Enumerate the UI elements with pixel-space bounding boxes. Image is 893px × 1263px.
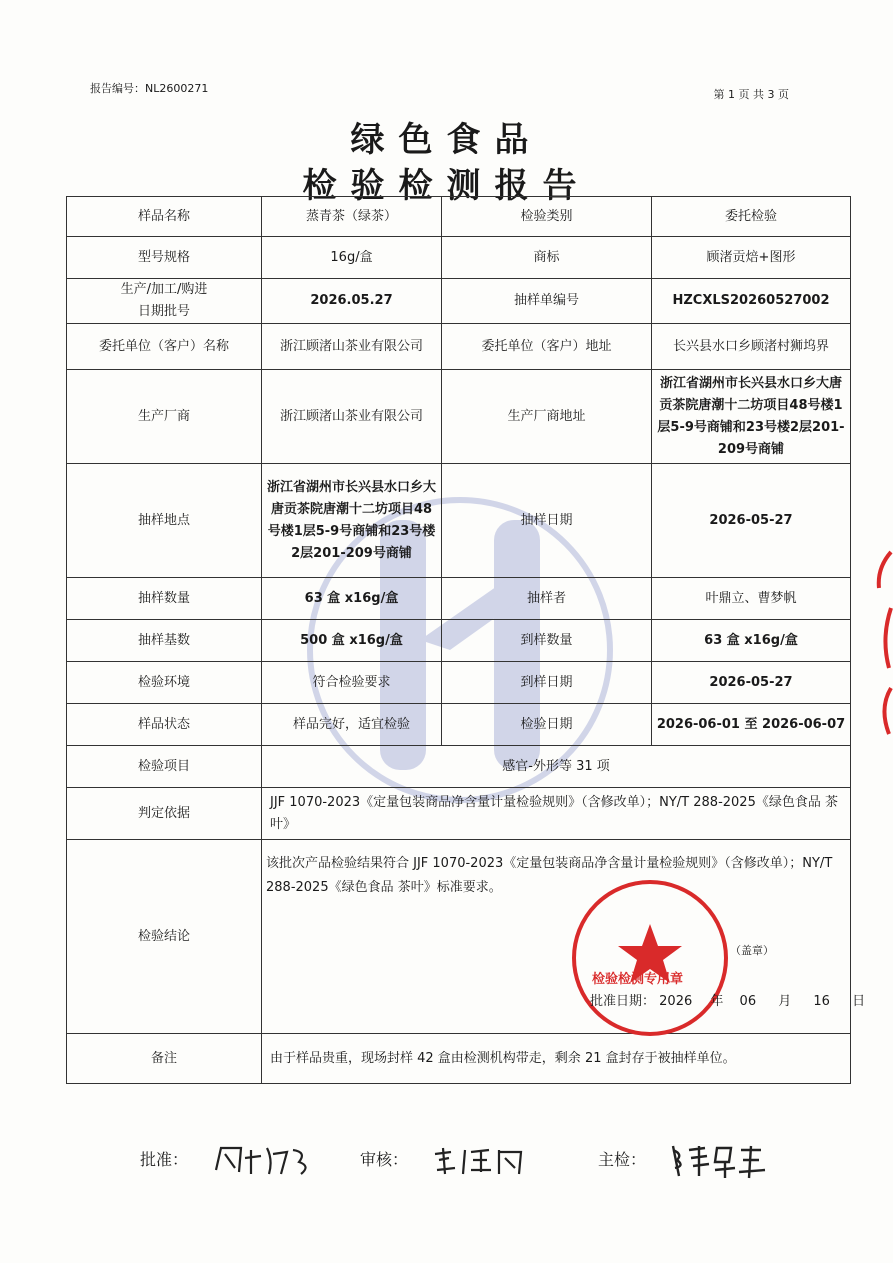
value-test-type: 委托检验	[652, 197, 851, 237]
signature-approve	[140, 1140, 321, 1180]
label-manufacturer-address: 生产厂商地址	[442, 370, 652, 464]
value-manufacturer: 浙江顾渚山茶业有限公司	[262, 370, 442, 464]
value-client-address: 长兴县水口乡顾渚村狮坞界	[652, 324, 851, 370]
handwritten-signature-review	[431, 1140, 531, 1180]
review-signature-label: 审核：	[360, 1149, 409, 1169]
table-row	[67, 197, 851, 237]
table-row	[67, 578, 851, 620]
label-sampling-place: 抽样地点	[67, 464, 262, 578]
table-row	[67, 237, 851, 279]
label-test-date: 检验日期	[442, 704, 652, 746]
label-sampler: 抽样者	[442, 578, 652, 620]
table-row	[67, 464, 851, 578]
signature-review	[360, 1140, 531, 1180]
label-environment: 检验环境	[67, 662, 262, 704]
approve-date	[590, 990, 865, 1009]
label-basis: 判定依据	[67, 788, 262, 840]
value-spec: 16g/盒	[262, 237, 442, 279]
edge-seal-fragment	[871, 548, 893, 738]
label-remarks: 备注	[67, 1034, 262, 1084]
label-conclusion: 检验结论	[67, 840, 262, 1034]
handwritten-signature-approve	[211, 1140, 321, 1180]
table-row	[67, 1034, 851, 1084]
approve-signature-label: 批准：	[140, 1149, 189, 1169]
approve-month: 06	[739, 994, 757, 1009]
value-arrival-qty: 63 盒 x16g/盒	[652, 620, 851, 662]
approve-year: 2026	[659, 994, 693, 1009]
signature-chief	[598, 1140, 769, 1180]
label-test-items: 检验项目	[67, 746, 262, 788]
page-info: 第 1 页 共 3 页	[713, 88, 789, 101]
table-row	[67, 370, 851, 464]
label-date-batch: 生产/加工/购进日期批号	[67, 279, 262, 324]
label-sample-state: 样品状态	[67, 704, 262, 746]
approve-date-label: 批准日期：	[590, 994, 656, 1009]
value-sampler: 叶鼎立、曹梦帆	[652, 578, 851, 620]
handwritten-signature-chief	[669, 1140, 769, 1180]
table-row	[67, 788, 851, 840]
title-line-1: 绿色食品	[350, 120, 543, 160]
official-seal	[572, 880, 728, 1036]
table-row	[67, 662, 851, 704]
value-remarks: 由于样品贵重，现场封样 42 盒由检测机构带走，剩余 21 盒封存于被抽样单位。	[262, 1034, 851, 1084]
value-sampling-date: 2026-05-27	[652, 464, 851, 578]
approve-day-unit: 日	[852, 994, 866, 1009]
value-date-batch: 2026.05.27	[262, 279, 442, 324]
label-client-name: 委托单位（客户）名称	[67, 324, 262, 370]
value-client-name: 浙江顾渚山茶业有限公司	[262, 324, 442, 370]
table-row	[67, 704, 851, 746]
label-arrival-date: 到样日期	[442, 662, 652, 704]
value-arrival-date: 2026-05-27	[652, 662, 851, 704]
value-sample-sheet-no: HZCXLS20260527002	[652, 279, 851, 324]
value-sample-qty: 63 盒 x16g/盒	[262, 578, 442, 620]
label-arrival-qty: 到样数量	[442, 620, 652, 662]
title-line-2: 检验检测报告	[302, 166, 591, 206]
conclusion-text: 该批次产品检验结果符合 JJF 1070-2023《定量包装商品净含量计量检验规则》（含修改单）；NY/T 288-2025《绿色食品 茶叶》标准要求。	[266, 856, 833, 895]
label-trademark: 商标	[442, 237, 652, 279]
value-sample-name: 蒸青茶（绿茶）	[262, 197, 442, 237]
table-row	[67, 279, 851, 324]
seal-star-icon	[576, 884, 724, 1032]
value-sampling-place: 浙江省湖州市长兴县水口乡大唐贡茶院唐潮十二坊项目48号楼1层5-9号商铺和23号楼2层201-209号商铺	[262, 464, 442, 578]
label-client-address: 委托单位（客户）地址	[442, 324, 652, 370]
label-manufacturer: 生产厂商	[67, 370, 262, 464]
table-row	[67, 620, 851, 662]
value-test-items: 感官-外形等 31 项	[262, 746, 851, 788]
report-number: 报告编号：NL2600271	[90, 82, 209, 95]
value-test-date: 2026-06-01 至 2026-06-07	[652, 704, 851, 746]
value-sample-state: 样品完好，适宜检验	[262, 704, 442, 746]
value-sample-base: 500 盒 x16g/盒	[262, 620, 442, 662]
label-test-type: 检验类别	[442, 197, 652, 237]
label-sample-base: 抽样基数	[67, 620, 262, 662]
label-spec: 型号规格	[67, 237, 262, 279]
value-trademark: 顾渚贡焙+图形	[652, 237, 851, 279]
table-row	[67, 746, 851, 788]
label-sampling-date: 抽样日期	[442, 464, 652, 578]
approve-month-unit: 月	[778, 994, 792, 1009]
value-manufacturer-address: 浙江省湖州市长兴县水口乡大唐贡茶院唐潮十二坊项目48号楼1层5-9号商铺和23号楼2层201-209号商铺	[652, 370, 851, 464]
approve-day: 16	[813, 994, 830, 1009]
table-row	[67, 324, 851, 370]
value-basis: JJF 1070-2023《定量包装商品净含量计量检验规则》（含修改单）；NY/T 288-2025《绿色食品 茶叶》	[262, 788, 851, 840]
label-sample-qty: 抽样数量	[67, 578, 262, 620]
label-sample-sheet-no: 抽样单编号	[442, 279, 652, 324]
chief-signature-label: 主检：	[598, 1149, 647, 1169]
approve-year-unit: 年	[710, 994, 724, 1009]
value-environment: 符合检验要求	[262, 662, 442, 704]
seal-note: （盖章）	[730, 944, 774, 957]
seal-label: 检验检测专用章	[592, 972, 684, 987]
label-sample-name: 样品名称	[67, 197, 262, 237]
